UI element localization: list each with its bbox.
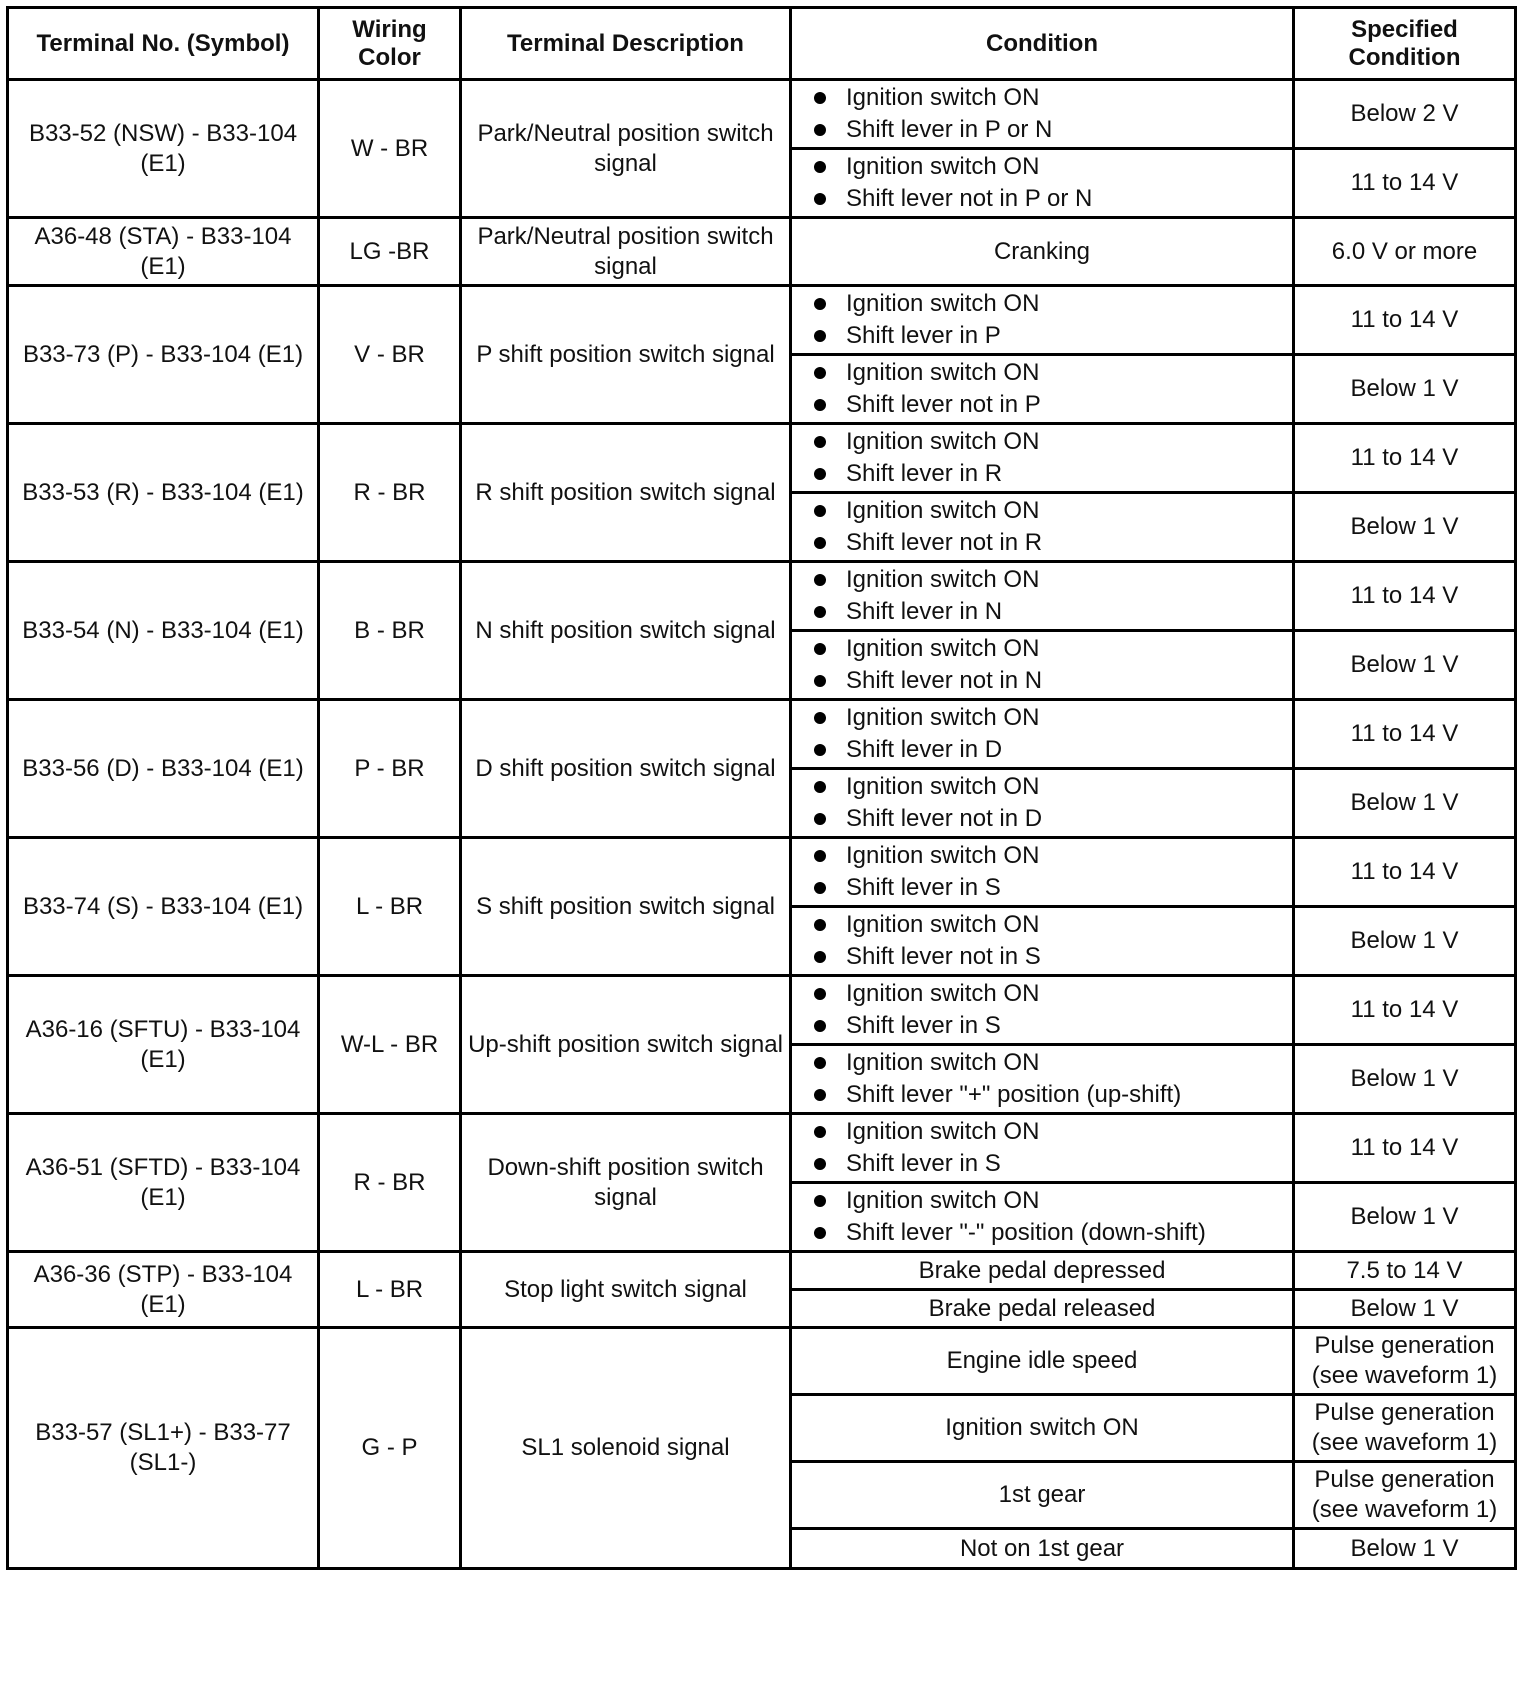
condition-bullet-item [814,702,1286,734]
condition-text: Shift lever not in N [846,667,1043,694]
specified-condition-cell: Below 1 V [1294,631,1516,700]
condition-bullet-item [814,288,1286,320]
condition-bullet-item [814,734,1286,766]
bullet-icon [814,813,826,825]
bullet-icon [814,367,826,379]
condition-cell: Not on 1st gear [791,1529,1294,1569]
bullet-icon [814,436,826,448]
condition-cell [791,769,1294,838]
condition-cell [791,1045,1294,1114]
condition-text: Ignition switch ON [846,497,1040,524]
wiring-color-cell: LG -BR [319,218,461,286]
wiring-color-cell: L - BR [319,1252,461,1328]
bullet-icon [814,574,826,586]
bullet-icon [814,505,826,517]
condition-bullet-item [814,357,1286,389]
condition-bullet-item [814,941,1286,973]
condition-bullet-item [814,114,1286,146]
condition-text: Shift lever in R [846,460,1003,487]
condition-text: Ignition switch ON [846,84,1040,111]
header-condition: Condition [791,8,1294,80]
condition-text: Shift lever in S [846,1150,1001,1177]
header-wiring-color: Wiring Color [319,8,461,80]
bullet-icon [814,1227,826,1239]
condition-bullet-item [814,1116,1286,1148]
condition-text: Shift lever not in S [846,943,1041,970]
table-row [8,838,1516,907]
bullet-icon [814,298,826,310]
condition-cell [791,149,1294,218]
specified-condition-cell: Below 2 V [1294,80,1516,149]
condition-bullet-item [814,320,1286,352]
condition-bullet-item [814,458,1286,490]
condition-bullet-item [814,840,1286,872]
condition-text: Shift lever "-" position (down-shift) [846,1219,1206,1246]
condition-text: Shift lever in P [846,322,1001,349]
terminal-cell: A36-48 (STA) - B33-104 (E1) [8,218,319,286]
specified-condition-cell: 11 to 14 V [1294,1114,1516,1183]
bullet-icon [814,951,826,963]
bullet-icon [814,330,826,342]
condition-bullet-item [814,1047,1286,1079]
condition-text: Ignition switch ON [846,842,1040,869]
specified-condition-cell: Below 1 V [1294,907,1516,976]
wiring-color-cell: B - BR [319,562,461,700]
description-cell: SL1 solenoid signal [461,1328,791,1569]
description-cell: S shift position switch signal [461,838,791,976]
terminal-cell: A36-16 (SFTU) - B33-104 (E1) [8,976,319,1114]
bullet-icon [814,399,826,411]
condition-bullet-item [814,872,1286,904]
specified-condition-cell: Below 1 V [1294,1045,1516,1114]
bullet-icon [814,468,826,480]
condition-cell [791,631,1294,700]
condition-bullet-item [814,1185,1286,1217]
wiring-color-cell: L - BR [319,838,461,976]
specified-condition-cell: Below 1 V [1294,493,1516,562]
terminal-cell: B33-54 (N) - B33-104 (E1) [8,562,319,700]
condition-cell: 1st gear [791,1462,1294,1529]
bullet-icon [814,1089,826,1101]
condition-bullet-item [814,1079,1286,1111]
condition-text: Ignition switch ON [846,1187,1040,1214]
specified-condition-cell: Below 1 V [1294,1290,1516,1328]
condition-bullet-item [814,665,1286,697]
condition-bullet-item [814,495,1286,527]
condition-cell [791,562,1294,631]
specified-condition-cell: 7.5 to 14 V [1294,1252,1516,1290]
condition-cell [791,976,1294,1045]
specified-condition-cell: 11 to 14 V [1294,838,1516,907]
wiring-color-cell: G - P [319,1328,461,1569]
wiring-color-cell: P - BR [319,700,461,838]
bullet-icon [814,712,826,724]
terminal-cell: B33-52 (NSW) - B33-104 (E1) [8,80,319,218]
condition-bullet-item [814,183,1286,215]
bullet-icon [814,1020,826,1032]
specified-condition-cell: Below 1 V [1294,1529,1516,1569]
table-row [8,1328,1516,1395]
condition-cell [791,700,1294,769]
condition-cell [791,1114,1294,1183]
terminal-cell: A36-36 (STP) - B33-104 (E1) [8,1252,319,1328]
specified-condition-cell: 6.0 V or more [1294,218,1516,286]
table-row [8,976,1516,1045]
wiring-color-cell: R - BR [319,1114,461,1252]
condition-bullet-item [814,1148,1286,1180]
condition-bullet-item [814,1010,1286,1042]
specified-condition-cell: Below 1 V [1294,769,1516,838]
condition-bullet-item [814,978,1286,1010]
condition-cell [791,1183,1294,1252]
bullet-icon [814,882,826,894]
condition-bullet-item [814,596,1286,628]
description-cell: Park/Neutral position switch signal [461,218,791,286]
bullet-icon [814,675,826,687]
bullet-icon [814,643,826,655]
description-cell: Down-shift position switch signal [461,1114,791,1252]
description-cell: D shift position switch signal [461,700,791,838]
terminal-cell: B33-56 (D) - B33-104 (E1) [8,700,319,838]
condition-bullet-item [814,527,1286,559]
header-terminal: Terminal No. (Symbol) [8,8,319,80]
table-body [8,80,1516,1569]
terminal-cell: A36-51 (SFTD) - B33-104 (E1) [8,1114,319,1252]
condition-text: Shift lever not in P or N [846,185,1093,212]
condition-cell: Brake pedal depressed [791,1252,1294,1290]
condition-text: Shift lever in N [846,598,1003,625]
bullet-icon [814,161,826,173]
table-row [8,562,1516,631]
description-cell: N shift position switch signal [461,562,791,700]
specified-condition-cell: Below 1 V [1294,1183,1516,1252]
condition-text: Ignition switch ON [846,153,1040,180]
condition-bullet-item [814,151,1286,183]
specified-condition-cell: Pulse generation (see waveform 1) [1294,1462,1516,1529]
description-cell: Stop light switch signal [461,1252,791,1328]
condition-cell [791,424,1294,493]
bullet-icon [814,1057,826,1069]
condition-text: Ignition switch ON [846,1118,1040,1145]
terminal-cell: B33-57 (SL1+) - B33-77 (SL1-) [8,1328,319,1569]
table-row [8,218,1516,286]
specified-condition-cell: 11 to 14 V [1294,286,1516,355]
specified-condition-cell: Below 1 V [1294,355,1516,424]
condition-text: Ignition switch ON [846,911,1040,938]
terminal-inspection-table [6,6,1517,1570]
table-row [8,1114,1516,1183]
condition-cell: Ignition switch ON [791,1395,1294,1462]
bullet-icon [814,781,826,793]
condition-bullet-item [814,426,1286,458]
description-cell: R shift position switch signal [461,424,791,562]
specified-condition-cell: 11 to 14 V [1294,562,1516,631]
wiring-color-cell: W - BR [319,80,461,218]
wiring-color-cell: R - BR [319,424,461,562]
bullet-icon [814,850,826,862]
condition-bullet-item [814,803,1286,835]
wiring-color-cell: W-L - BR [319,976,461,1114]
condition-text: Shift lever not in P [846,391,1041,418]
condition-bullet-item [814,909,1286,941]
condition-bullet-item [814,771,1286,803]
bullet-icon [814,92,826,104]
description-cell: Up-shift position switch signal [461,976,791,1114]
condition-text: Ignition switch ON [846,1049,1040,1076]
terminal-cell: B33-53 (R) - B33-104 (E1) [8,424,319,562]
condition-bullet-item [814,1217,1286,1249]
condition-text: Ignition switch ON [846,980,1040,1007]
condition-text: Ignition switch ON [846,635,1040,662]
condition-cell: Cranking [791,218,1294,286]
condition-cell [791,286,1294,355]
bullet-icon [814,193,826,205]
condition-cell [791,80,1294,149]
specified-condition-cell: Pulse generation (see waveform 1) [1294,1395,1516,1462]
condition-text: Shift lever in D [846,736,1003,763]
specified-condition-cell: 11 to 14 V [1294,976,1516,1045]
condition-text: Ignition switch ON [846,773,1040,800]
condition-cell [791,838,1294,907]
table-row [8,424,1516,493]
specified-condition-cell: 11 to 14 V [1294,424,1516,493]
table-row [8,700,1516,769]
header-terminal-description: Terminal Description [461,8,791,80]
condition-text: Shift lever in S [846,1012,1001,1039]
condition-text: Ignition switch ON [846,704,1040,731]
condition-bullet-item [814,82,1286,114]
specified-condition-cell: 11 to 14 V [1294,700,1516,769]
table-row [8,80,1516,149]
table-row [8,1252,1516,1290]
condition-text: Shift lever in P or N [846,116,1053,143]
table-row [8,286,1516,355]
condition-bullet-item [814,633,1286,665]
condition-cell: Engine idle speed [791,1328,1294,1395]
condition-text: Ignition switch ON [846,290,1040,317]
condition-text: Ignition switch ON [846,359,1040,386]
condition-cell [791,355,1294,424]
wiring-color-cell: V - BR [319,286,461,424]
bullet-icon [814,919,826,931]
condition-cell [791,493,1294,562]
bullet-icon [814,988,826,1000]
condition-bullet-item [814,389,1286,421]
bullet-icon [814,537,826,549]
condition-text: Shift lever not in R [846,529,1043,556]
bullet-icon [814,1158,826,1170]
header-specified-condition: Specified Condition [1294,8,1516,80]
condition-bullet-item [814,564,1286,596]
condition-text: Shift lever in S [846,874,1001,901]
condition-text: Shift lever not in D [846,805,1043,832]
specified-condition-cell: Pulse generation (see waveform 1) [1294,1328,1516,1395]
condition-cell: Brake pedal released [791,1290,1294,1328]
terminal-cell: B33-74 (S) - B33-104 (E1) [8,838,319,976]
condition-text: Shift lever "+" position (up-shift) [846,1081,1182,1108]
terminal-cell: B33-73 (P) - B33-104 (E1) [8,286,319,424]
description-cell: P shift position switch signal [461,286,791,424]
bullet-icon [814,606,826,618]
table-header-row [8,8,1516,80]
condition-text: Ignition switch ON [846,566,1040,593]
condition-cell [791,907,1294,976]
bullet-icon [814,1195,826,1207]
condition-text: Ignition switch ON [846,428,1040,455]
bullet-icon [814,1126,826,1138]
description-cell: Park/Neutral position switch signal [461,80,791,218]
bullet-icon [814,744,826,756]
specified-condition-cell: 11 to 14 V [1294,149,1516,218]
bullet-icon [814,124,826,136]
